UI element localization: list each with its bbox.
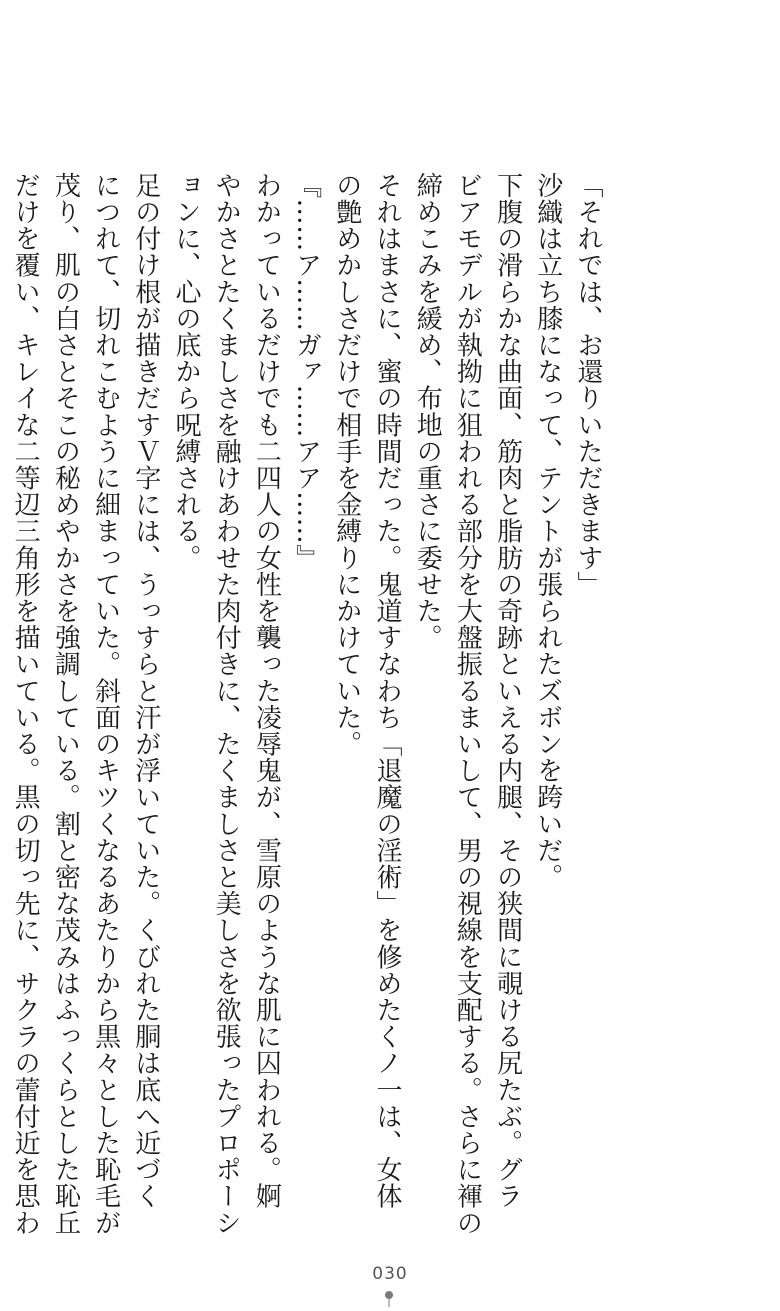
text-line: わかっているだけでも二四人の女性を襲った凌辱鬼が、雪原のような肌に囚われる。婀 bbox=[251, 172, 282, 1210]
text-line: の艶めかしさだけで相手を金縛りにかけていた。 bbox=[331, 172, 362, 758]
text-line: ビアモデルが執拗に狙われる部分を大盤振るまいして、男の視線を支配する。さらに褌の bbox=[452, 172, 483, 1236]
text-line: 沙織は立ち膝になって、テントが張られたズボンを跨いだ。 bbox=[532, 172, 563, 891]
page-number: 030 bbox=[372, 1264, 408, 1284]
text-line: 足の付け根が描きだすＶ字には、うっすらと汗が浮いていた。くびれた胴は底へ近づく bbox=[130, 172, 161, 1210]
text-line: それはまさに、蜜の時間だった。鬼道すなわち「退魔の淫術」を修めたくノ一は、女体 bbox=[371, 172, 402, 1210]
text-line: 下腹の滑らかな曲面、筋肉と脂肪の奇跡といえる内腿、その狭間に覗ける尻たぶ。グラ bbox=[492, 172, 523, 1210]
text-line: につれて、切れこむように細まっていた。斜面のキツくなるあたりから黒々とした恥毛が bbox=[90, 172, 121, 1236]
text-line: 「それでは、お還りいただきます」 bbox=[573, 172, 603, 598]
text-line: だけを覆い、キレイな二等辺三角形を描いている。黒の切っ先に、サクラの蕾付近を思わ bbox=[10, 172, 41, 1236]
vertical-text-body bbox=[0, 172, 608, 1236]
text-line: ョンに、心の底から呪縛される。 bbox=[170, 172, 201, 571]
text-line: やかさとたくましさを融けあわせた肉付きに、たくましさと美しさを欲張ったプロポーシ bbox=[211, 172, 242, 1236]
folio-ornament-icon bbox=[383, 1290, 395, 1308]
text-line: 『……ア……ガァ……アア……』 bbox=[291, 172, 322, 571]
text-line: 茂り、肌の白さとそこの秘めやかさを強調している。割と密な茂みはふっくらとした恥丘 bbox=[50, 172, 81, 1236]
text-line: 締めこみを緩め、布地の重さに委せた。 bbox=[412, 172, 443, 651]
